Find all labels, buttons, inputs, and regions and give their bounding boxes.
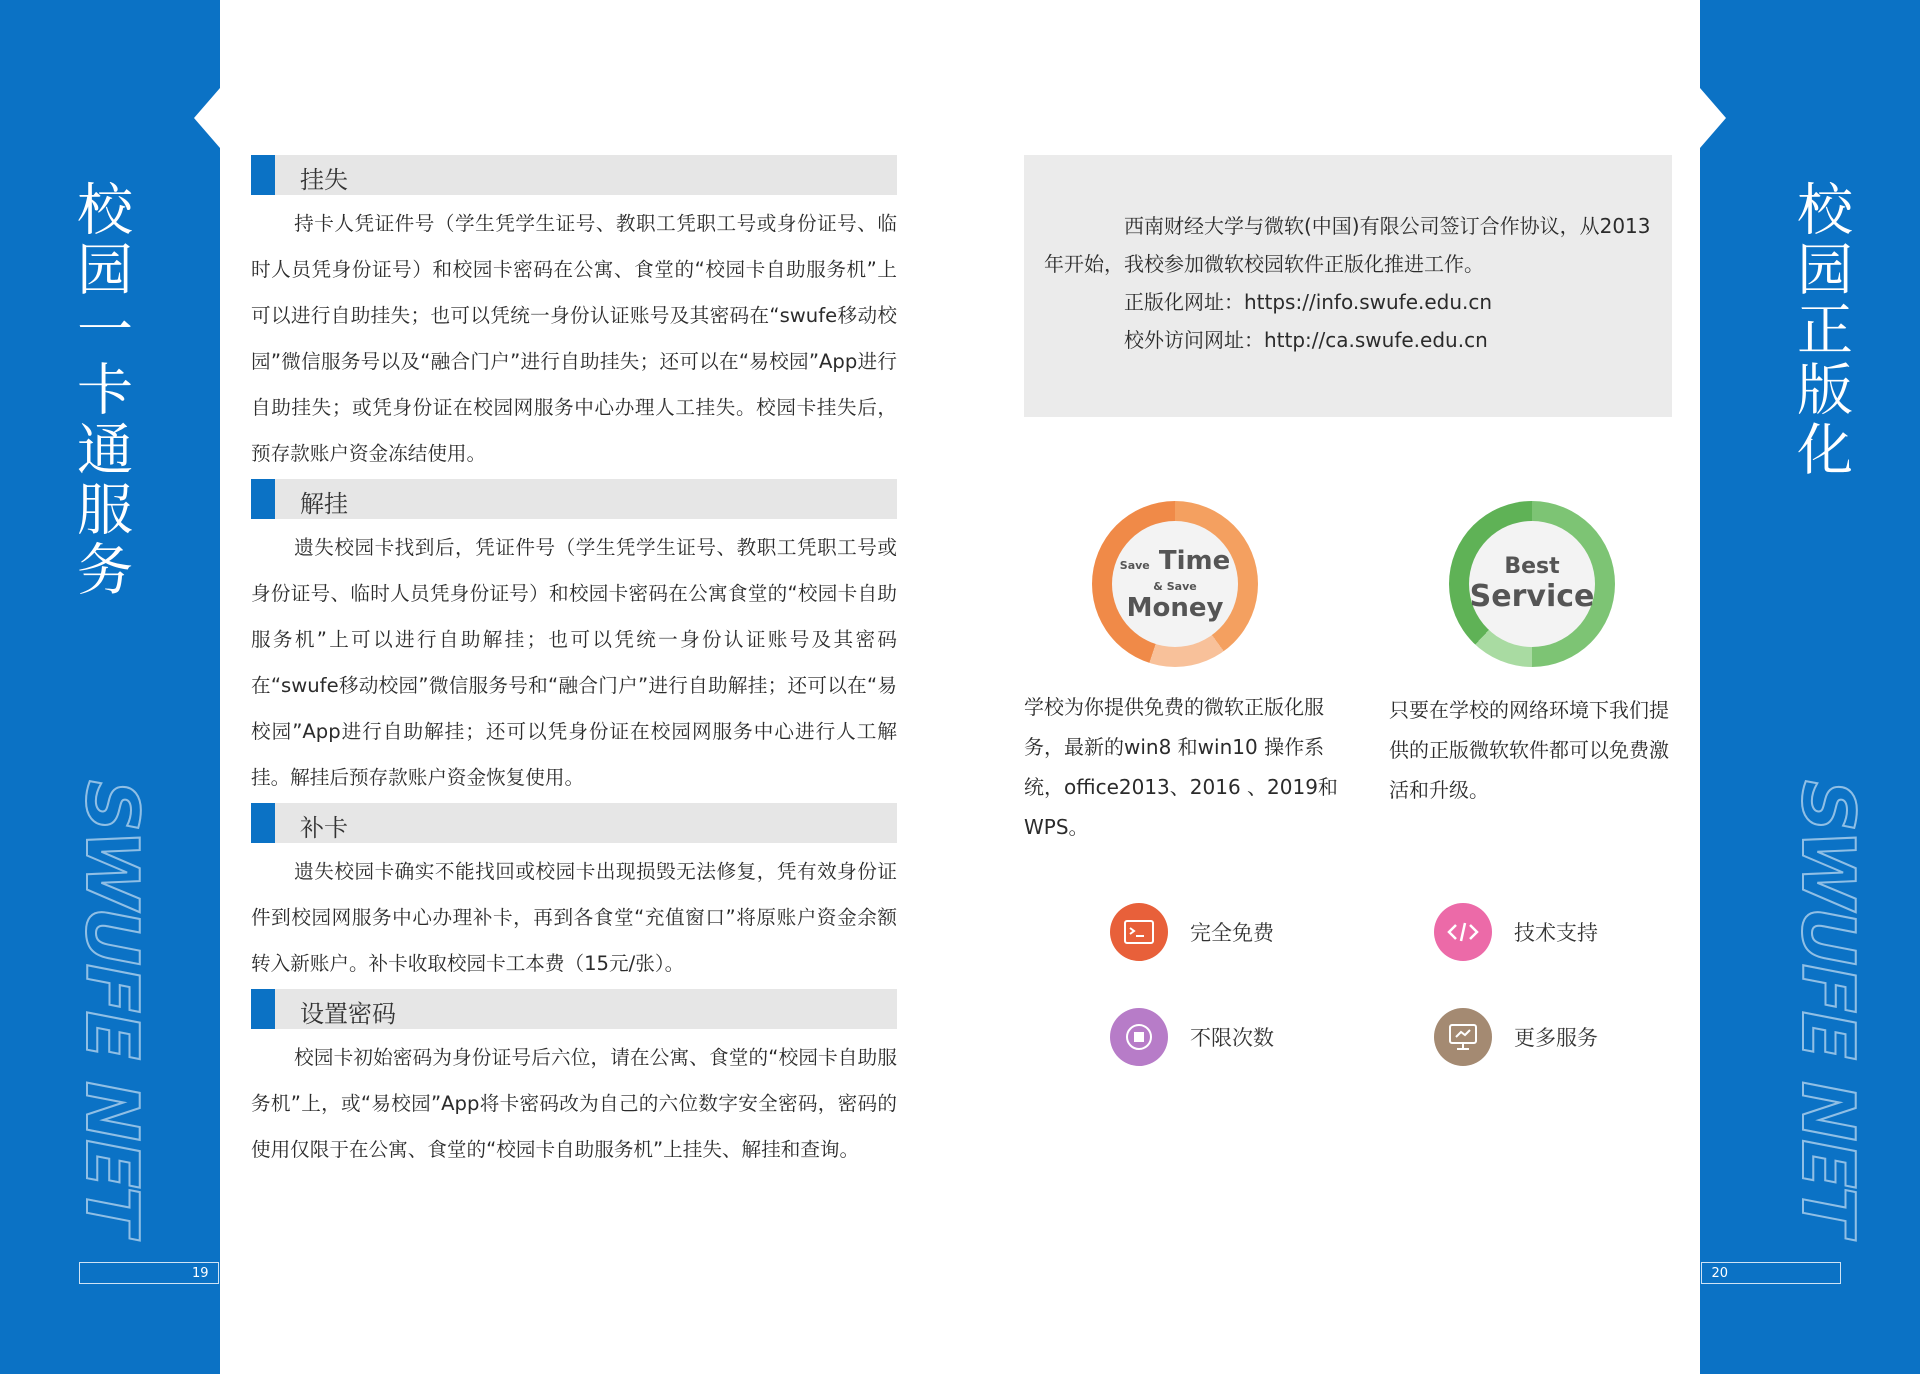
section-title: 挂失 (300, 166, 348, 194)
save-time-money-badge (1092, 501, 1258, 667)
badge-big-text: Money (1126, 592, 1224, 623)
feature-label: 不限次数 (1190, 1026, 1274, 1050)
agreement-info-box (1024, 155, 1672, 417)
badge-big-text: Service (1469, 579, 1595, 614)
feature-label: 完全免费 (1190, 921, 1274, 945)
right-page-number: 20 (1711, 1266, 1728, 1281)
terminal-icon (1110, 903, 1168, 961)
section-paragraph: 持卡人凭证件号（学生凭学生证号、教职工凭职工号或身份证号、临时人员凭身份证号）和校园卡密码在公寓、食堂的“校园卡自助服务机”上可以进行自助挂失；也可以凭统一身份认证账号及其密码在“swufe移动校园”微信服务号以及“融合门户”进行自助挂失；还可以在“易校园”App进行自助挂失；或凭身份证在校园网服务中心办理人工挂失。校园卡挂失后，预存款账户资金冻结使用。 (251, 212, 897, 465)
right-watermark: SWUFE NET (1786, 780, 1870, 1234)
section-marker (251, 155, 275, 195)
left-page-number: 19 (192, 1266, 209, 1281)
left-page-content (251, 155, 897, 1175)
section-title: 设置密码 (300, 1000, 396, 1028)
activation-description: 只要在学校的网络环境下我们提供的正版微软软件都可以免费激活和升级。 (1389, 698, 1669, 802)
stop-icon (1110, 1008, 1168, 1066)
feature-label: 技术支持 (1514, 921, 1598, 945)
feature-more (1434, 1008, 1598, 1066)
feature-support (1434, 903, 1598, 961)
section-header-unlock (251, 479, 897, 519)
left-notch (194, 88, 220, 148)
badge-inner (1469, 521, 1595, 647)
section-marker (251, 479, 275, 519)
section-header-replace (251, 803, 897, 843)
left-vertical-title: 校园一卡通服务 (68, 180, 133, 600)
code-icon (1434, 903, 1492, 961)
section-paragraph: 遗失校园卡找到后，凭证件号（学生凭学生证号、教职工凭职工号或身份证号、临时人员凭身份证号）和校园卡密码在公寓食堂的“校园卡自助服务机”上可以进行自助解挂；也可以凭统一身份认证账号及其密码在“swufe移动校园”微信服务号和“融合门户”进行自助解挂；还可以在“易校园”App进行自助解挂；还可以凭身份证在校园网服务中心进行人工解挂。解挂后预存款账户资金恢复使用。 (251, 536, 897, 789)
badge-small-text: & Save (1153, 579, 1197, 593)
right-notch (1700, 88, 1726, 148)
feature-free (1110, 903, 1274, 961)
section-paragraph: 遗失校园卡确实不能找回或校园卡出现损毁无法修复，凭有效身份证件到校园网服务中心办理补卡，再到各食堂“充值窗口”将原账户资金余额转入新账户。补卡收取校园卡工本费（15元/张）。 (251, 860, 897, 975)
section-marker (251, 803, 275, 843)
section-title: 解挂 (300, 490, 348, 518)
genuine-url[interactable]: 正版化网址：https://info.swufe.edu.cn (1124, 290, 1493, 314)
feature-label: 更多服务 (1514, 1026, 1598, 1050)
left-watermark: SWUFE NET (70, 780, 154, 1234)
badge-inner (1112, 521, 1238, 647)
feature-unlimited (1110, 1008, 1274, 1066)
section-marker (251, 989, 275, 1029)
badge-small-text: Best (1504, 554, 1560, 579)
best-service-badge (1449, 501, 1615, 667)
section-header-password (251, 989, 897, 1029)
agreement-text: 西南财经大学与微软(中国)有限公司签订合作协议，从2013年开始，我校参加微软校园软件正版化推进工作。 (1044, 214, 1651, 276)
badge-small-text: Save (1119, 558, 1150, 572)
monitor-icon (1434, 1008, 1492, 1066)
offcampus-url[interactable]: 校外访问网址：http://ca.swufe.edu.cn (1124, 328, 1488, 352)
section-title: 补卡 (300, 814, 348, 842)
free-software-description: 学校为你提供免费的微软正版化服务，最新的win8 和win10 操作系统，office2013、2016 、2019和 WPS。 (1024, 695, 1338, 839)
right-vertical-title: 校园正版化 (1788, 180, 1853, 480)
badge-big-text: Time (1158, 545, 1231, 576)
section-paragraph: 校园卡初始密码为身份证号后六位，请在公寓、食堂的“校园卡自助服务机”上，或“易校园”App将卡密码改为自己的六位数字安全密码，密码的使用仅限于在公寓、食堂的“校园卡自助服务机”上挂失、解挂和查询。 (251, 1046, 897, 1161)
section-header-loss (251, 155, 897, 195)
